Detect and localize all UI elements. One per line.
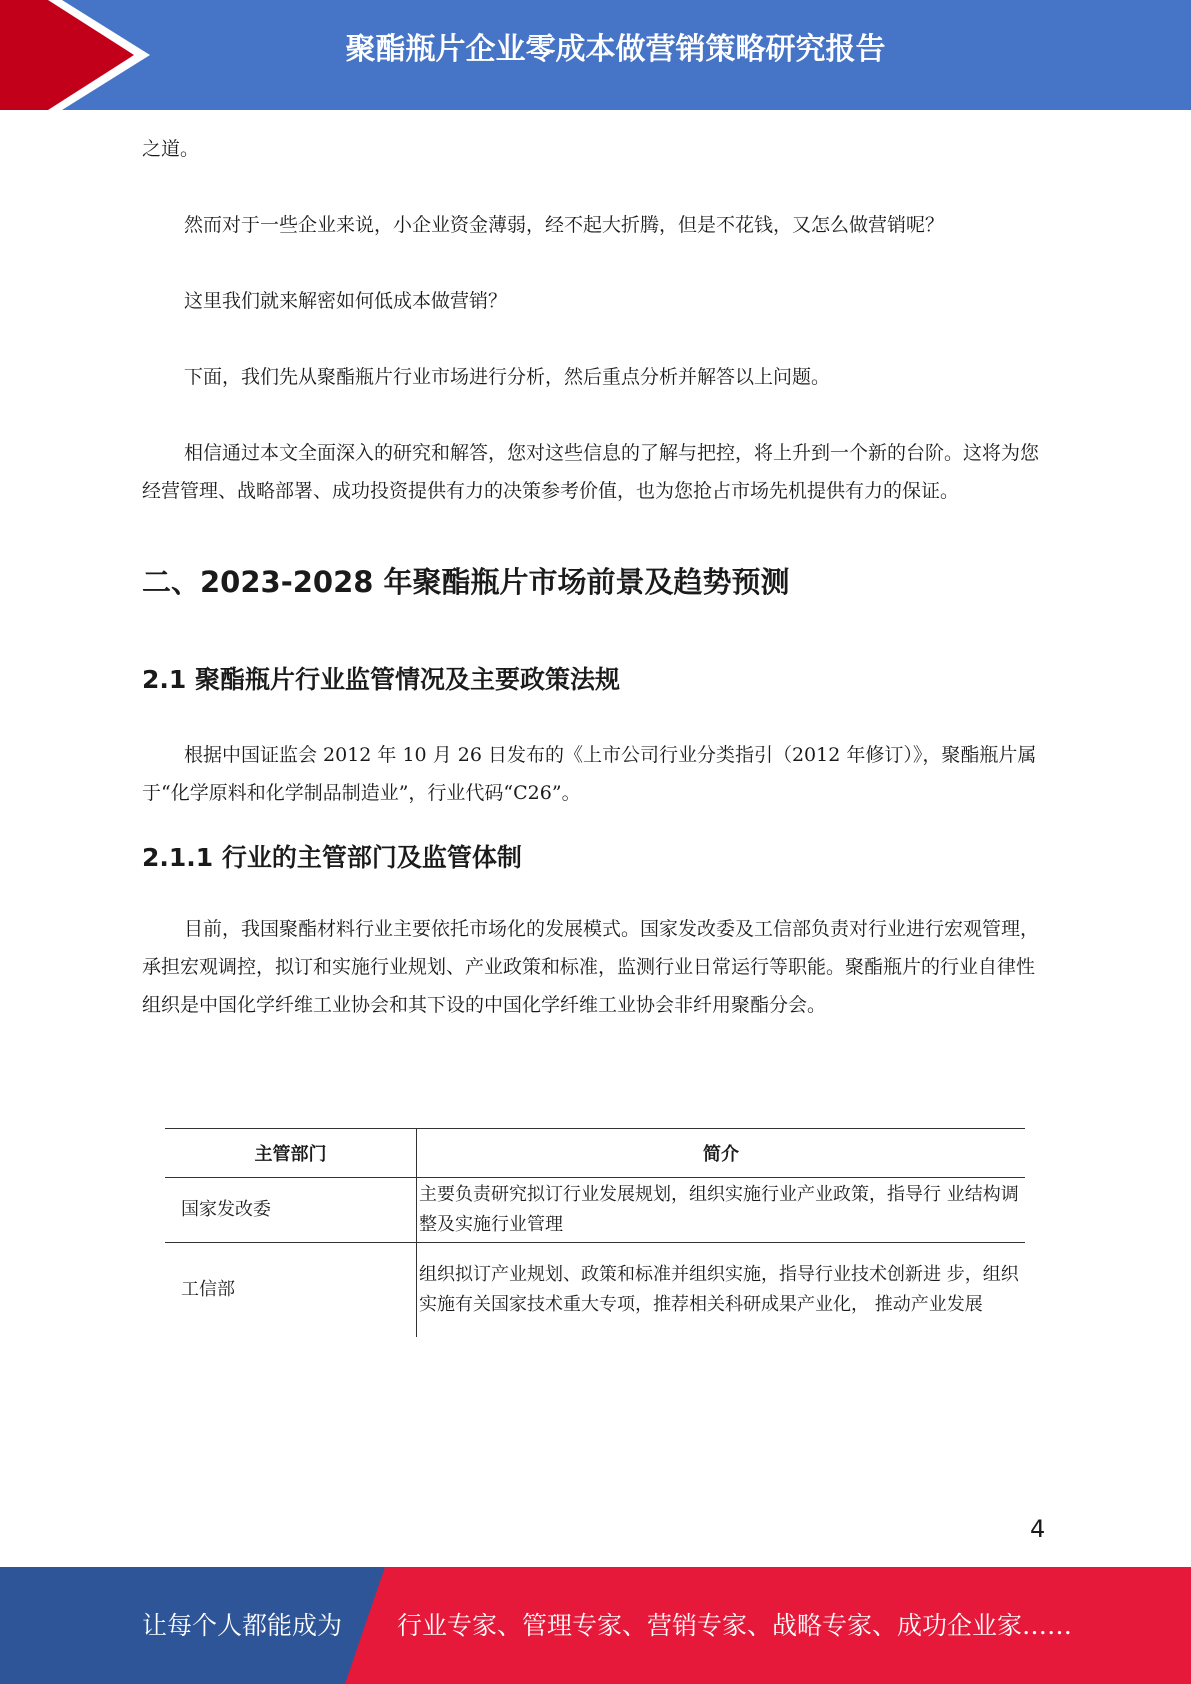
section-heading: 二、2023-2028 年聚酯瓶片市场前景及趋势预测 xyxy=(142,565,790,599)
subsection-heading-2-1: 2.1 聚酯瓶片行业监管情况及主要政策法规 xyxy=(142,665,620,694)
header-bar xyxy=(0,0,1191,110)
table-cell-desc: 主要负责研究拟订行业发展规划，组织实施行业产业政策，指导行 业结构调整及实施行业管理 xyxy=(417,1178,1026,1243)
paragraph-continuation: 之道。 xyxy=(142,138,200,160)
table-cell-dept: 工信部 xyxy=(165,1243,417,1337)
paragraph-classification: 根据中国证监会 2012 年 10 月 26 日发布的《上市公司行业分类指引（2012 年修订）》，聚酯瓶片属于“化学原料和化学制品制造业”，行业代码“C26”。 xyxy=(142,744,1037,804)
table-cell-desc: 组织拟订产业规划、政策和标准并组织实施，指导行业技术创新进 步，组织实施有关国家技术重大专项，推荐相关科研成果产业化， 推动产业发展 xyxy=(419,1263,1019,1315)
table-header-dept: 主管部门 xyxy=(165,1129,417,1178)
main-content xyxy=(142,130,1047,1024)
paragraph-analysis-intro: 下面，我们先从聚酯瓶片行业市场进行分析，然后重点分析并解答以上问题。 xyxy=(184,366,831,388)
table-row xyxy=(165,1243,1025,1337)
subsection-heading-2-1-1: 2.1.1 行业的主管部门及监管体制 xyxy=(142,843,522,872)
page-number: 4 xyxy=(1030,1515,1046,1543)
paragraph-question: 然而对于一些企业来说，小企业资金薄弱，经不起大折腾，但是不花钱，又怎么做营销呢？ xyxy=(184,214,945,236)
table-header-row xyxy=(165,1129,1025,1178)
paragraph-regulation: 目前，我国聚酯材料行业主要依托市场化的发展模式。国家发改委及工信部负责对行业进行宏观管理，承担宏观调控，拟订和实施行业规划、产业政策和标准，监测行业日常运行等职能。聚酯瓶片的行业自律性组织是中国化学纤维工业协会和其下设的中国化学纤维工业协会非纤用聚酯分会。 xyxy=(142,918,1040,1016)
table-cell-dept: 国家发改委 xyxy=(165,1178,417,1243)
table-row xyxy=(165,1178,1025,1243)
footer-slogan-left: 让每个人都能成为 xyxy=(142,1611,343,1640)
footer-slogan-right: 行业专家、管理专家、营销专家、战略专家、成功企业家…… xyxy=(397,1611,1073,1640)
paragraph-low-cost: 这里我们就来解密如何低成本做营销？ xyxy=(184,290,508,312)
footer-bar xyxy=(0,1567,1191,1684)
table-header-desc: 简介 xyxy=(417,1129,1026,1178)
header-title: 聚酯瓶片企业零成本做营销策略研究报告 xyxy=(345,32,886,67)
regulator-table xyxy=(165,1128,1025,1337)
paragraph-value: 相信通过本文全面深入的研究和解答，您对这些信息的了解与把控，将上升到一个新的台阶。这将为您经营管理、战略部署、成功投资提供有力的决策参考价值，也为您抢占市场先机提供有力的保证。 xyxy=(142,442,1040,502)
